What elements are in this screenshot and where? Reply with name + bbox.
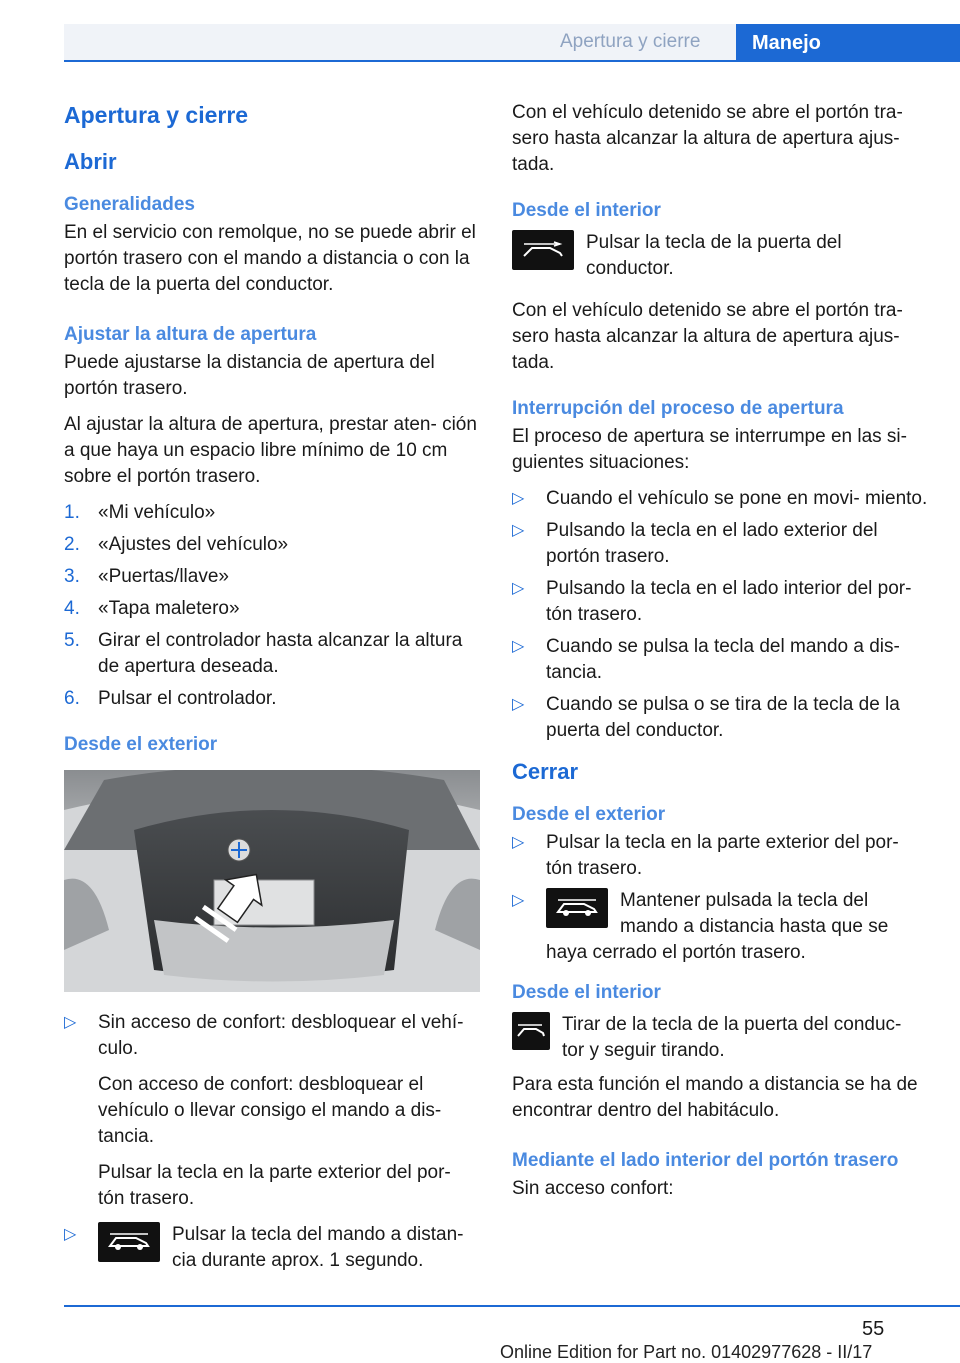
- footer-note: Online Edition for Part no. 01402977628 - II/17: [500, 1342, 873, 1362]
- bullet-triangle-icon: ▷: [64, 1014, 77, 1031]
- page-number: 55: [862, 1318, 885, 1340]
- steps-list: [64, 500, 482, 712]
- text-generalidades: En el servicio con remolque, no se puede abrir el portón trasero con el mando a distancia o con la tecla de la puerta del conductor.: [64, 222, 476, 295]
- bullet-triangle-icon: ▷: [512, 490, 525, 507]
- heading-desde-exterior: Desde el exterior: [64, 734, 218, 755]
- footer-rule: [64, 1305, 960, 1307]
- interrupcion-bullets: [512, 486, 928, 744]
- heading-generalidades: Generalidades: [64, 194, 195, 215]
- section-abrir: Abrir: [64, 149, 117, 174]
- list-item: 4. «Tapa maletero»: [64, 598, 240, 619]
- remote-tailgate-key-icon: [546, 888, 608, 928]
- tailgate-photo: [64, 770, 480, 992]
- list-item: 2. «Ajustes del vehículo»: [64, 534, 289, 555]
- driver-door-tailgate-key-icon: [512, 230, 574, 270]
- right-column: Con el vehículo detenido se abre el portón tra‐ sero hasta alcanzar la altura de apertura ajus‐ tada. Desde el interior Pulsar la tecla de la puerta del conductor. Con el vehículo detenido se abre el portón tra‐ sero hasta alcanzar la altura de apertura ajus‐ tada. Interrupción del proceso de apertura El proceso de apertura se interrumpe en las si‐ guientes situaciones: ▷ Cuando el vehículo se pone en movi‐ miento. ▷ Pulsando la tecla en el lado exterior del portón trasero. ▷ Pulsando la tecla en el lado interior del por‐ tón trasero. ▷ Cuando se pulsa la tecla del mando a dis‐ tancia. ▷ Cuando se pulsa o se tira de la tecla de la puerta del conductor. Cerrar Desde el exterior ▷ Pulsar la tecla en la parte exterior del por‐ tón trasero. ▷ Mantener pulsada la tecla del mando a distancia hasta que se haya cerrado el portón trasero. Desde el interior Tirar de la tecla de la puerta del conduc‐ tor y seguir tirando. Para esta función el mando a distancia se ha de encontrar dentro del habitáculo. Mediante el lado interior del portón trasero Sin acceso confort:: [512, 100, 928, 1212]
- text-opening: Con el vehículo detenido se abre el portón tra‐ sero hasta alcanzar la altura de apertura ajus‐ tada.: [512, 102, 903, 175]
- heading-interrupcion: Interrupción del proceso de apertura: [512, 398, 844, 419]
- text-interior: Con el vehículo detenido se abre el portón tra‐ sero hasta alcanzar la altura de apertura ajus‐ tada.: [512, 300, 903, 373]
- bullet-triangle-icon: ▷: [512, 580, 525, 597]
- text-cerrar-interior: Para esta función el mando a distancia se ha de encontrar dentro del habitáculo.: [512, 1074, 918, 1121]
- list-item: 6. Pulsar el controlador.: [64, 688, 277, 709]
- heading-desde-interior: Desde el interior: [512, 200, 661, 221]
- list-item: 5. Girar el controlador hasta alcanzar la altura de apertura deseada.: [64, 630, 463, 677]
- heading-cerrar-interior: Desde el interior: [512, 982, 661, 1003]
- bullet-triangle-icon: ▷: [512, 638, 525, 655]
- list-item: ▷ Sin acceso de confort: desbloquear el vehí‐ culo. Con acceso de confort: desbloquear el vehículo o llevar consigo el mando a dis‐ tancia. Pulsar la tecla en la parte exterior del por‐ tón trasero.: [64, 1012, 464, 1209]
- list-item: ▷ Pulsando la tecla en el lado interior del por‐ tón trasero.: [512, 578, 912, 625]
- list-item: ▷ Pulsar la tecla del mando a distan‐ cia durante aprox. 1 segundo.: [64, 1224, 464, 1271]
- bullet-triangle-icon: ▷: [64, 1226, 77, 1243]
- list-item: ▷ Pulsando la tecla en el lado exterior del portón trasero.: [512, 520, 878, 567]
- left-column: [64, 100, 482, 1288]
- header-section-link[interactable]: Apertura y cierre: [560, 31, 701, 52]
- text-ajustar-1: Puede ajustarse la distancia de apertura del portón trasero.: [64, 352, 435, 399]
- list-item: ▷ Pulsar la tecla en la parte exterior del por‐ tón trasero.: [512, 832, 899, 879]
- exterior-bullets: [64, 1010, 482, 1274]
- heading-ajustar: Ajustar la altura de apertura: [64, 324, 317, 345]
- page-title: Apertura y cierre: [64, 102, 249, 128]
- text-mediante: Sin acceso confort:: [512, 1178, 674, 1199]
- list-item: 3. «Puertas/llave»: [64, 566, 229, 587]
- header-rule: [64, 60, 960, 62]
- section-cerrar: Cerrar: [512, 759, 579, 784]
- list-item: 1. «Mi vehículo»: [64, 502, 216, 523]
- list-item: ▷ Cuando el vehículo se pone en movi‐ miento.: [512, 486, 928, 512]
- driver-door-tailgate-key-icon: [512, 1012, 550, 1050]
- text-ajustar-2: Al ajustar la altura de apertura, prestar aten‐ ción a que haya un espacio libre mínimo de 10 cm sobre el portón trasero.: [64, 414, 477, 487]
- remote-tailgate-key-icon: [98, 1222, 160, 1262]
- bullet-triangle-icon: ▷: [512, 696, 525, 713]
- bullet-triangle-icon: ▷: [512, 834, 525, 851]
- bullet-triangle-icon: ▷: [512, 522, 525, 539]
- heading-mediante: Mediante el lado interior del portón trasero: [512, 1150, 899, 1171]
- text-interrupcion: El proceso de apertura se interrumpe en las si‐ guientes situaciones:: [512, 426, 907, 473]
- heading-cerrar-exterior: Desde el exterior: [512, 804, 666, 825]
- list-item: ▷ Cuando se pulsa o se tira de la tecla de la puerta del conductor.: [512, 694, 900, 741]
- list-item: ▷ Mantener pulsada la tecla del mando a distancia hasta que se haya cerrado el portón trasero.: [512, 890, 889, 963]
- header-tab-manejo[interactable]: Manejo: [736, 24, 960, 62]
- bullet-triangle-icon: ▷: [512, 892, 525, 909]
- cerrar-exterior-bullets: [512, 830, 928, 966]
- list-item: ▷ Cuando se pulsa la tecla del mando a dis‐ tancia.: [512, 636, 900, 683]
